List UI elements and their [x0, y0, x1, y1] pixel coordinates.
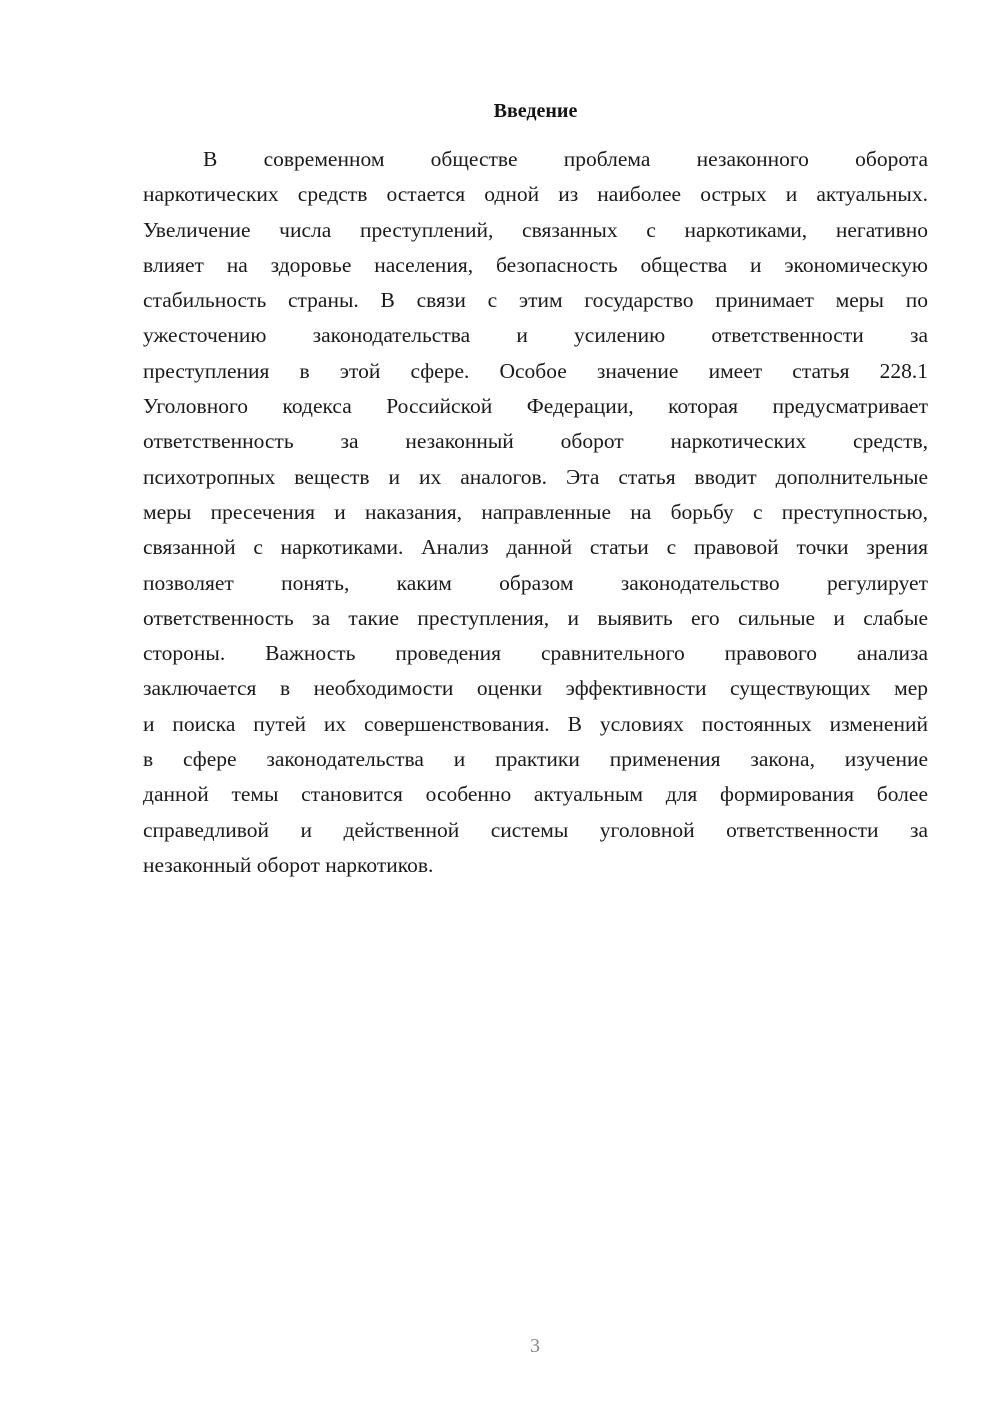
paragraph-line: стабильность страны. В связи с этим государство принимает меры по	[143, 288, 928, 313]
introduction-paragraph	[143, 142, 928, 883]
paragraph-line: позволяет понять, каким образом законодательство регулирует	[143, 570, 928, 595]
paragraph-line: меры пресечения и наказания, направленные на борьбу с преступностью,	[143, 499, 928, 524]
paragraph-line: ответственность за незаконный оборот наркотических средств,	[143, 429, 928, 454]
paragraph-line: Увеличение числа преступлений, связанных с наркотиками, негативно	[143, 217, 928, 242]
paragraph-line: связанной с наркотиками. Анализ данной статьи с правовой точки зрения	[143, 535, 928, 560]
paragraph-line: В современном обществе проблема незаконного оборота	[203, 147, 928, 171]
paragraph-line: заключается в необходимости оценки эффективности существующих мер	[143, 676, 928, 701]
paragraph-line: ужесточению законодательства и усилению ответственности за	[143, 323, 928, 348]
paragraph-line: справедливой и действенной системы уголовной ответственности за	[143, 817, 928, 842]
paragraph-line: незаконный оборот наркотиков.	[143, 852, 434, 877]
paragraph-line: ответственность за такие преступления, и выявить его сильные и слабые	[143, 605, 928, 630]
page-number: 3	[530, 1335, 540, 1357]
paragraph-line: преступления в этой сфере. Особое значение имеет статья 228.1	[143, 358, 928, 383]
section-title: Введение	[493, 100, 578, 122]
paragraph-line: влияет на здоровье населения, безопасность общества и экономическую	[143, 252, 928, 277]
paragraph-line: наркотических средств остается одной из наиболее острых и актуальных.	[143, 182, 928, 207]
paragraph-line: данной темы становится особенно актуальным для формирования более	[143, 782, 928, 807]
paragraph-line: стороны. Важность проведения сравнительного правового анализа	[143, 641, 928, 666]
paragraph-line: и поиска путей их совершенствования. В условиях постоянных изменений	[143, 711, 928, 736]
paragraph-line: в сфере законодательства и практики применения закона, изучение	[143, 747, 928, 772]
paragraph-line: психотропных веществ и их аналогов. Эта статья вводит дополнительные	[143, 464, 928, 489]
paragraph-line: Уголовного кодекса Российской Федерации, которая предусматривает	[143, 394, 928, 419]
